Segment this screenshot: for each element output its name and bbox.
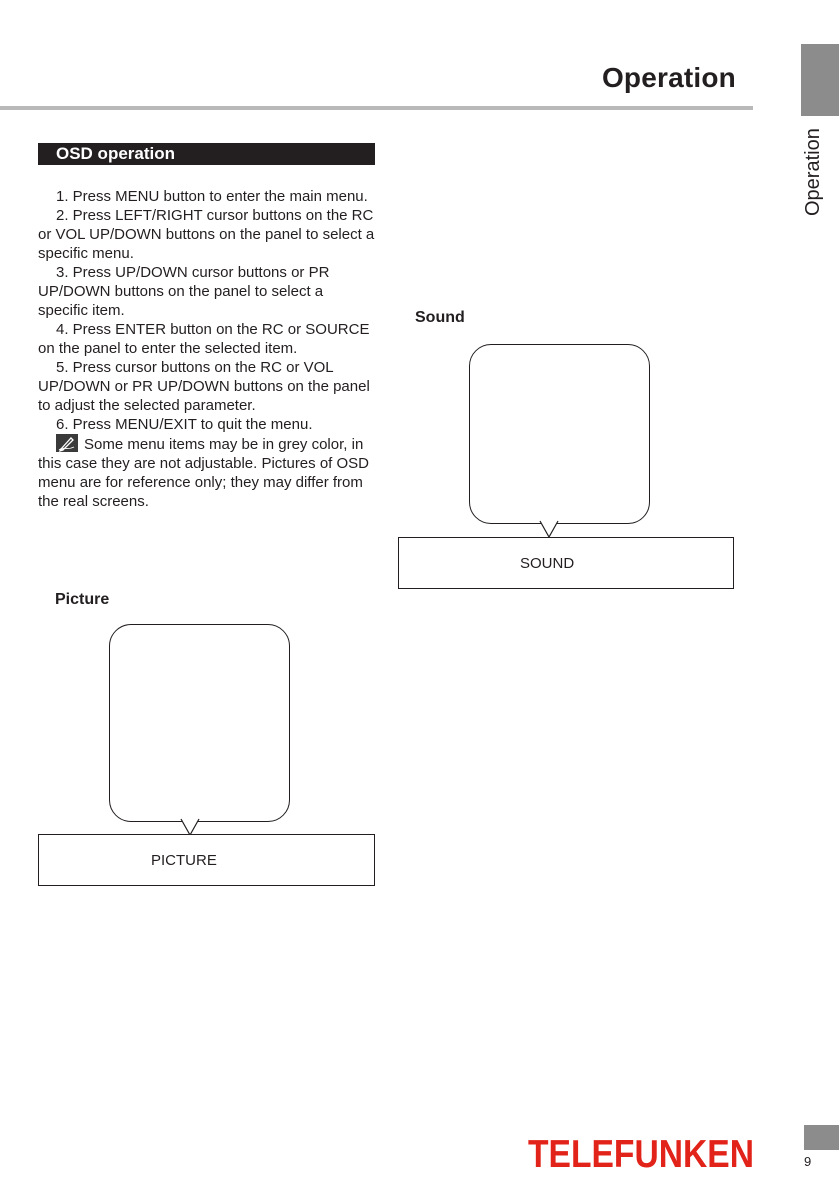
brand-wordmark: TELEFUNKEN: [528, 1133, 754, 1176]
section-heading: OSD operation: [56, 144, 176, 163]
page-number-marker: [804, 1125, 839, 1150]
note: [38, 434, 376, 511]
note-text: Some menu items may be in grey color, in this case they are not adjustable. Pictures of OSD menu are for reference only; they may differ from the real screens.: [38, 436, 370, 510]
step-4: 4. Press ENTER button on the RC or SOURCE on the panel to enter the selected item.: [38, 321, 370, 357]
picture-menu-label: Picture: [55, 591, 110, 608]
page-title: Operation: [601, 62, 736, 93]
instructions: [38, 187, 376, 511]
step-6: 6. Press MENU/EXIT to quit the menu.: [56, 416, 313, 433]
sound-caption: SOUND: [520, 555, 575, 572]
note-pencil-icon: [56, 434, 78, 452]
side-tab-label: Operation: [802, 128, 824, 216]
step-3: 3. Press UP/DOWN cursor buttons or PR UP/DOWN buttons on the panel to select a specific item.: [38, 264, 330, 319]
header-divider: [0, 106, 753, 110]
step-5: 5. Press cursor buttons on the RC or VOL UP/DOWN or PR UP/DOWN buttons on the panel to adjust the selected parameter.: [38, 359, 370, 414]
step-2: 2. Press LEFT/RIGHT cursor buttons on the RC or VOL UP/DOWN buttons on the panel to select a specific menu.: [38, 207, 375, 262]
picture-osd-screen: [109, 624, 290, 822]
picture-caption: PICTURE: [151, 852, 217, 869]
brand-logo: [527, 1133, 755, 1176]
sound-menu-label: Sound: [415, 309, 465, 326]
page-number: 9: [804, 1154, 812, 1169]
sound-osd-screen: [469, 344, 650, 524]
step-1: 1. Press MENU button to enter the main menu.: [56, 188, 368, 205]
